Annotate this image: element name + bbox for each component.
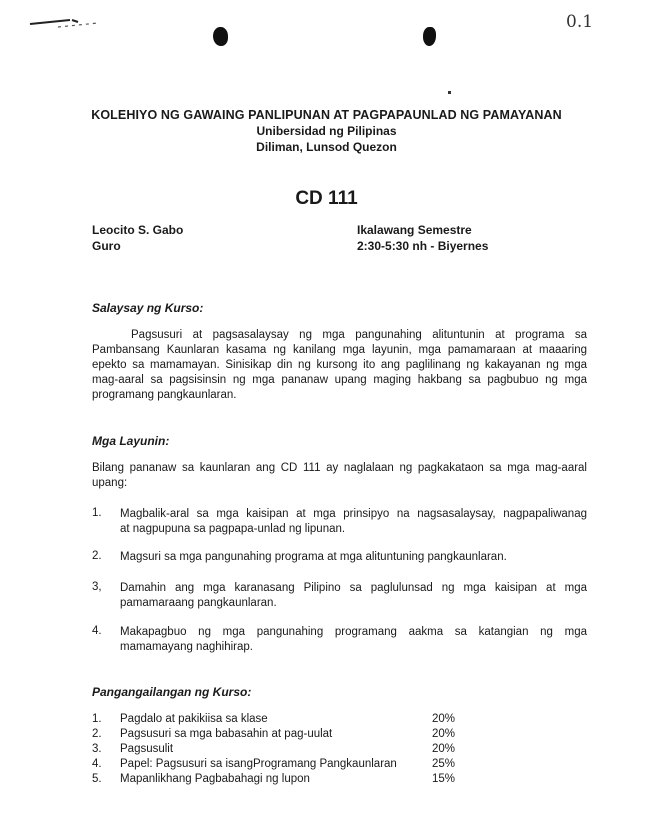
description-heading: Salaysay ng Kurso: bbox=[92, 301, 204, 315]
requirement-number: 3. bbox=[92, 743, 102, 755]
objectives-intro-line: upang: bbox=[92, 477, 128, 489]
objective-line: Magsuri sa mga pangunahing programa at mga alituntuning pangkaunlaran. bbox=[120, 551, 507, 563]
semester: Ikalawang Semestre bbox=[357, 223, 472, 237]
requirement-label: Mapanlikhang Pagbabahagi ng lupon bbox=[120, 773, 310, 785]
description-line: mag-aaral sa pagsisinsin ng mga pananaw upang maging hakbang sa pagbubuo ng mga bbox=[92, 374, 587, 386]
requirements-heading: Pangangailangan ng Kurso: bbox=[92, 685, 252, 699]
objective-number: 3, bbox=[92, 581, 102, 593]
requirement-number: 2. bbox=[92, 728, 102, 740]
description-line: epekto sa mamamayan. Sinisikap din ng kursong ito ang paglilinang ng kakayanan ng mga bbox=[92, 359, 587, 371]
requirement-row bbox=[92, 728, 472, 743]
requirement-percent: 20% bbox=[432, 728, 456, 740]
requirement-number: 5. bbox=[92, 773, 102, 785]
requirement-number: 4. bbox=[92, 758, 102, 770]
page-label: 0.1 bbox=[566, 12, 594, 32]
objective-line: Damahin ang mga karanasang Pilipino sa paglulunsad ng mga kaisipan at mga bbox=[120, 582, 587, 594]
instructor-name: Leocito S. Gabo bbox=[92, 223, 184, 237]
course-code: CD 111 bbox=[295, 188, 358, 209]
objective-line: pamamaraang pangkaunlaran. bbox=[120, 597, 277, 609]
description-line: programang pangkaunlaran. bbox=[92, 389, 237, 401]
objective-line: at nagpupuna sa pagpapa-unlad ng lipunan. bbox=[120, 523, 346, 535]
requirement-label: Pagsusulit bbox=[120, 743, 174, 755]
requirement-percent: 25% bbox=[432, 758, 456, 770]
punch-hole-right bbox=[423, 27, 436, 46]
objective-line: Makapagbuo ng mga pangunahing programang aakma sa katangian ng mga bbox=[120, 626, 587, 638]
location: Diliman, Lunsod Quezon bbox=[256, 140, 397, 154]
scan-dot bbox=[448, 91, 451, 94]
requirement-label: Papel: Pagsusuri sa isangProgramang Pangkaunlaran bbox=[120, 758, 397, 770]
objective-number: 4. bbox=[92, 625, 102, 637]
objective-number: 2. bbox=[92, 550, 102, 562]
objective-line: Magbalik-aral sa mga kaisipan at mga prinsipyo na nagsasalaysay, nagpapaliwanag bbox=[120, 508, 587, 520]
description-line: Pambansang Kaunlaran kasama ng kanilang mga layunin, mga pamamaraan at maaaring bbox=[92, 344, 587, 356]
scan-scribble-mark bbox=[28, 14, 100, 36]
requirement-label: Pagsusuri sa mga babasahin at pag-uulat bbox=[120, 728, 333, 740]
requirement-row bbox=[92, 758, 472, 773]
description-line: Pagsusuri at pagsasalaysay ng mga pangunahing alituntunin at programa sa bbox=[131, 329, 587, 341]
requirement-label: Pagdalo at pakikiisa sa klase bbox=[120, 713, 268, 725]
objectives-intro-line: Bilang pananaw sa kaunlaran ang CD 111 ay naglalaan ng pagkakataon sa mga mag-aaral bbox=[92, 462, 587, 474]
college-name: KOLEHIYO NG GAWAING PANLIPUNAN AT PAGPAPAUNLAD NG PAMAYANAN bbox=[91, 108, 562, 122]
requirement-row bbox=[92, 743, 472, 758]
instructor-role: Guro bbox=[92, 239, 121, 253]
requirement-row bbox=[92, 713, 472, 728]
requirement-row bbox=[92, 773, 472, 788]
requirement-percent: 20% bbox=[432, 713, 456, 725]
requirement-number: 1. bbox=[92, 713, 102, 725]
class-time: 2:30-5:30 nh - Biyernes bbox=[357, 239, 489, 253]
punch-hole-left bbox=[213, 27, 228, 46]
objective-line: mamamayang naghihirap. bbox=[120, 641, 253, 653]
objectives-heading: Mga Layunin: bbox=[92, 434, 170, 448]
objective-number: 1. bbox=[92, 507, 102, 519]
requirement-percent: 15% bbox=[432, 773, 456, 785]
requirement-percent: 20% bbox=[432, 743, 456, 755]
university-name: Unibersidad ng Pilipinas bbox=[256, 124, 397, 138]
